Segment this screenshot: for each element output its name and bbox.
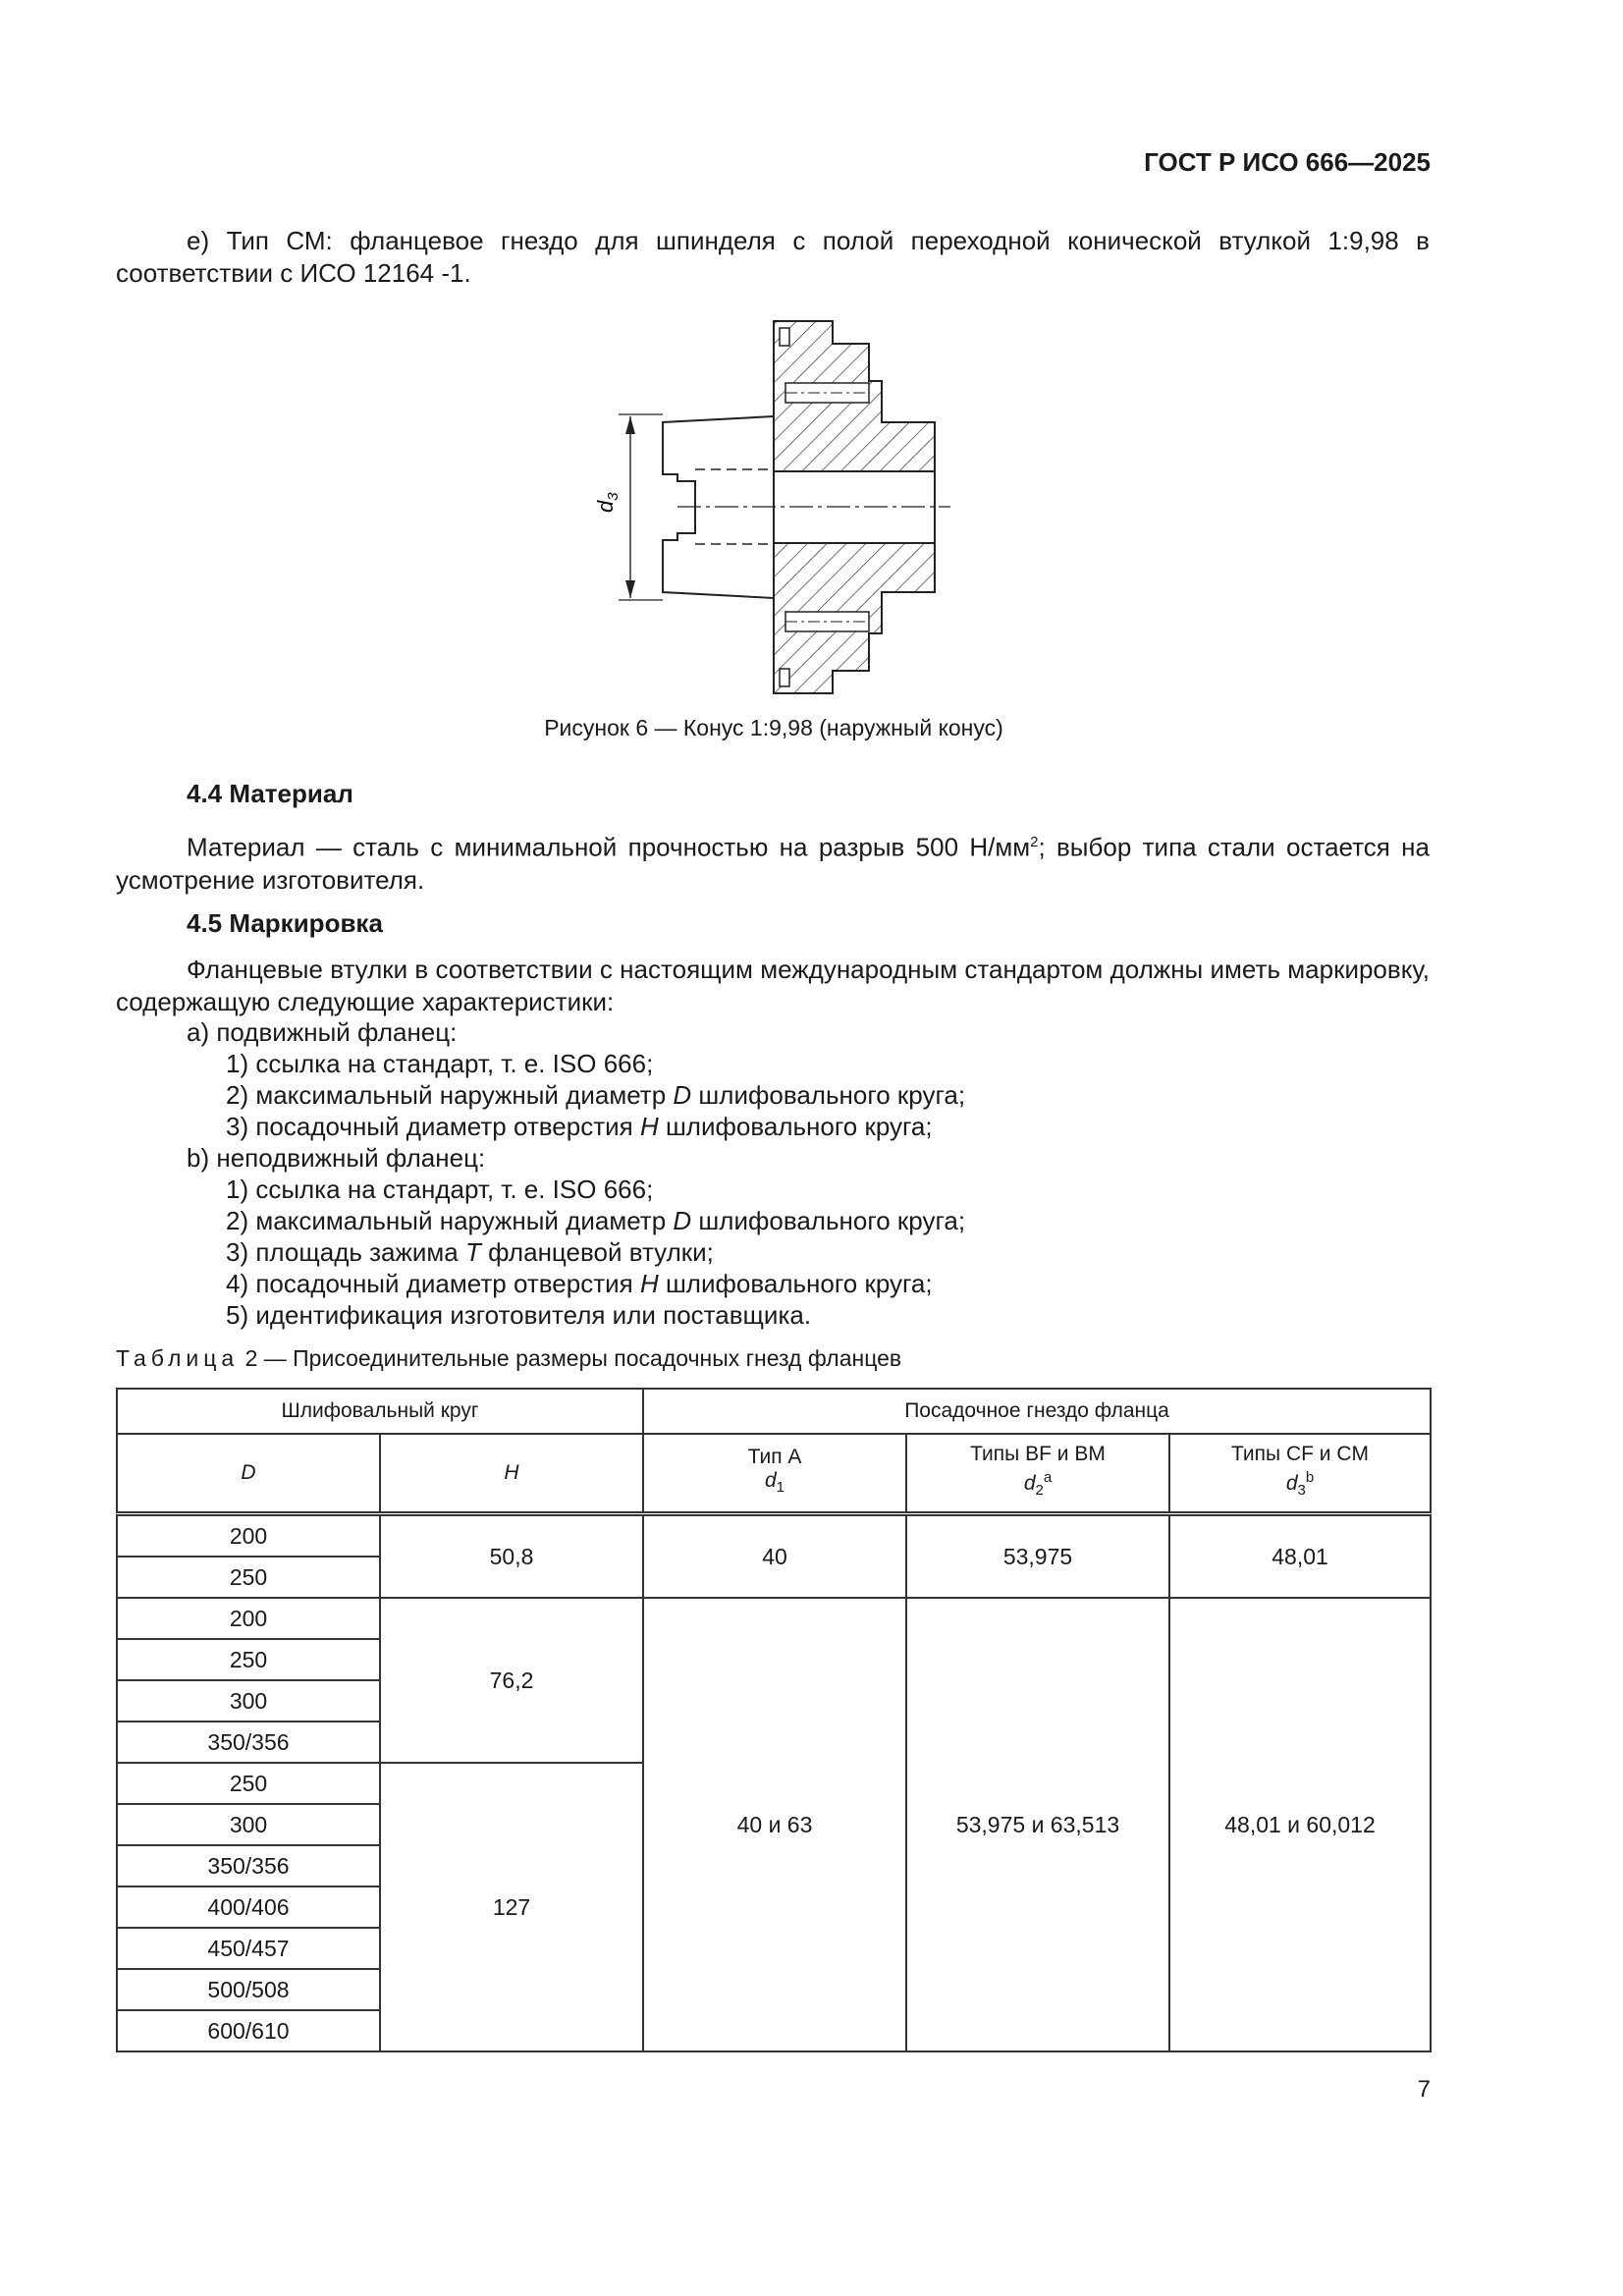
header-col-type-a: Тип А $d_1$ bbox=[643, 1434, 906, 1514]
cell-d: 200 bbox=[117, 1598, 380, 1639]
cell-d: 350/356 bbox=[117, 1722, 380, 1763]
section-4-5-title: 4.5 Маркировка bbox=[187, 908, 383, 938]
list-item: 2) максимальный наружный диаметр D шлифовального круга; bbox=[226, 1080, 966, 1110]
cell-h: 50,8 bbox=[380, 1514, 643, 1599]
paragraph-type-cm: е) Тип СМ: фланцевое гнездо для шпинделя с полой переходной конической втулкой 1:9,98 в соответствии с ИСО 12164 -1. bbox=[116, 226, 1430, 288]
cell-type-c: 48,01 bbox=[1169, 1514, 1431, 1599]
list-item: b) неподвижный фланец: bbox=[187, 1143, 486, 1173]
cell-d: 300 bbox=[117, 1680, 380, 1722]
figure-cone-drawing bbox=[589, 314, 962, 697]
dimension-label: $d_3$ bbox=[593, 492, 622, 513]
header-wheel: Шлифовальный круг bbox=[117, 1389, 643, 1434]
dimensions-table bbox=[116, 1388, 1432, 2052]
list-item: 5) идентификация изготовителя или поставщика. bbox=[226, 1300, 812, 1330]
header-seat: Посадочное гнездо фланца bbox=[643, 1389, 1431, 1434]
header-col-type-b: Типы BF и BM $d_2^a$ bbox=[906, 1434, 1169, 1514]
header-col-d: D bbox=[117, 1434, 380, 1514]
cell-d: 350/356 bbox=[117, 1845, 380, 1886]
cell-h: 127 bbox=[380, 1763, 643, 2051]
cell-type-b: 53,975 и 63,513 bbox=[906, 1598, 1169, 2051]
cell-type-a: 40 и 63 bbox=[643, 1598, 906, 2051]
list-item: 1) ссылка на стандарт, т. е. ISO 666; bbox=[226, 1049, 654, 1078]
cell-d: 250 bbox=[117, 1763, 380, 1804]
table-row bbox=[117, 1598, 1431, 1639]
cell-d: 450/457 bbox=[117, 1928, 380, 1969]
list-item: 1) ссылка на стандарт, т. е. ISO 666; bbox=[226, 1175, 654, 1204]
header-col-type-c: Типы CF и CM $d_3^b$ bbox=[1169, 1434, 1431, 1514]
list-item: 4) посадочный диаметр отверстия H шлифовального круга; bbox=[226, 1269, 933, 1298]
list-item: 2) максимальный наружный диаметр D шлифовального круга; bbox=[226, 1206, 966, 1235]
cell-d: 200 bbox=[117, 1514, 380, 1558]
cell-h: 76,2 bbox=[380, 1598, 643, 1763]
section-4-4-title: 4.4 Материал bbox=[187, 779, 353, 808]
cell-d: 400/406 bbox=[117, 1886, 380, 1928]
cell-d: 250 bbox=[117, 1639, 380, 1680]
figure-caption: Рисунок 6 — Конус 1:9,98 (наружный конус) bbox=[544, 715, 1003, 740]
table-title: Таблица 2 — Присоединительные размеры посадочных гнезд фланцев bbox=[116, 1345, 902, 1371]
cell-type-a: 40 bbox=[643, 1514, 906, 1599]
page-number: 7 bbox=[1417, 2076, 1431, 2103]
cell-d: 500/508 bbox=[117, 1969, 380, 2010]
cell-type-b: 53,975 bbox=[906, 1514, 1169, 1599]
header-col-h: H bbox=[380, 1434, 643, 1514]
cell-d: 300 bbox=[117, 1804, 380, 1845]
list-item: а) подвижный фланец: bbox=[187, 1017, 458, 1047]
section-4-4-text: Материал — сталь с минимальной прочностью на разрыв 500 $Н/мм^2$; выбор типа стали остается на усмотрение изготовителя. bbox=[116, 832, 1430, 895]
section-4-5-intro: Фланцевые втулки в соответствии с настоящим международным стандартом должны иметь маркировку, содержащую следующие характеристики: bbox=[116, 955, 1430, 1016]
cell-d: 600/610 bbox=[117, 2010, 380, 2051]
list-item: 3) площадь зажима T фланцевой втулки; bbox=[226, 1237, 714, 1267]
document-id: ГОСТ Р ИСО 666—2025 bbox=[1144, 147, 1431, 177]
list-item: 3) посадочный диаметр отверстия H шлифовального круга; bbox=[226, 1112, 933, 1141]
cell-d: 250 bbox=[117, 1557, 380, 1598]
table-row bbox=[117, 1514, 1431, 1558]
cell-type-c: 48,01 и 60,012 bbox=[1169, 1598, 1431, 2051]
